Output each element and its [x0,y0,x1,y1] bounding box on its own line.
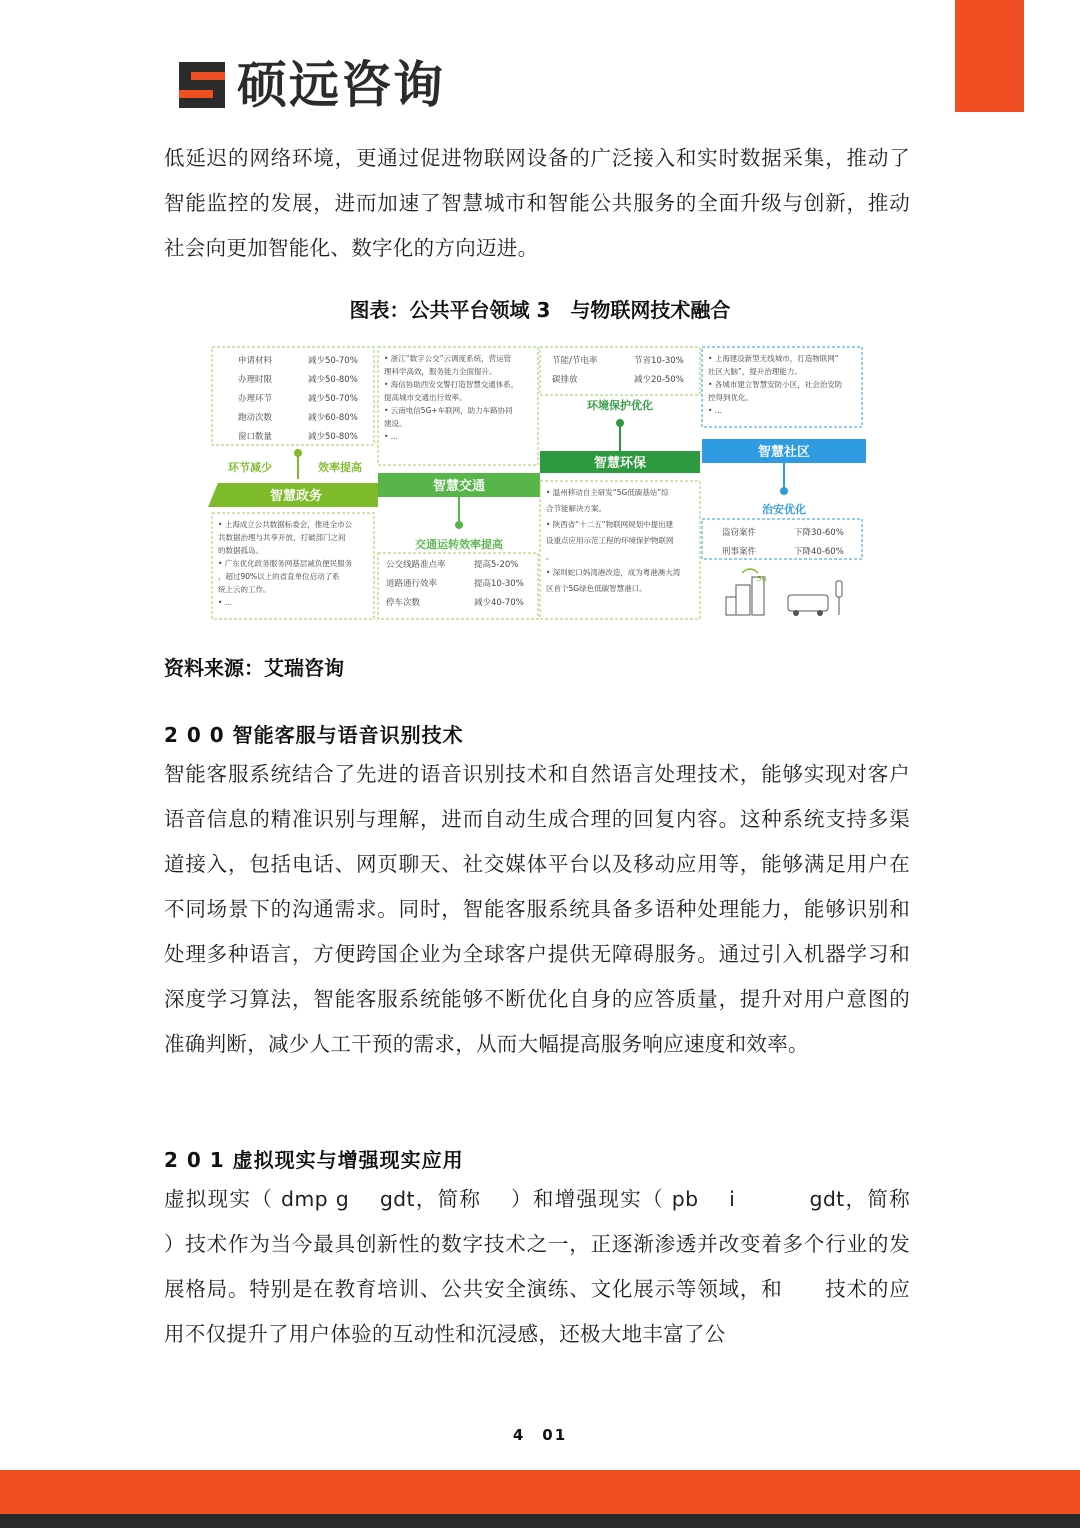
community-panel [702,347,866,616]
env-note: 。 [546,552,554,561]
heading-201: 2 0 1 虚拟现实与增强现实应用 [164,1148,464,1172]
gov-note: ，超过90%以上的省直单位启动了系 [218,572,340,581]
env-label: 智慧环保 [593,456,647,471]
gov-metric-value: 减少50-80% [308,375,358,385]
traffic-metric-key: 停车次数 [386,598,421,608]
page-number: 4 01 [512,1426,568,1444]
traffic-metric-value: 减少40-70% [474,598,524,608]
community-note: 社区大脑”，提升治理能力。 [708,367,802,376]
env-metric-key: 节能/节电率 [552,356,598,366]
env-panel [540,347,700,619]
section-200-block [164,752,910,1067]
gov-note: • 广东优化政务服务网基层减负便民服务 [218,559,353,568]
community-label: 智慧社区 [757,445,811,460]
env-note: 区首个5G绿色低碳智慧港口。 [546,584,647,593]
figure-source: 资料来源：艾瑞咨询 [164,656,344,680]
gov-metric-value: 减少50-70% [308,394,358,404]
env-note: • 温州移动自主研发“5G低碳基站”综 [546,488,669,497]
gov-note: 的数据孤岛。 [218,546,263,555]
env-note: 设重点应用示范工程的环境保护物联网 [546,536,674,545]
intro-paragraph: 低延迟的网络环境，更通过促进物联网设备的广泛接入和实时数据采集，推动了智能监控的发展，进而加速了智慧城市和智能公共服务的全面升级与创新，推动社会向更加智能化、数字化的方向迈进。 [164,146,910,260]
iot-fusion-figure [206,345,874,623]
traffic-metric-value: 提高10-30% [474,579,524,589]
env-note: • 陕西省“十二五”物联网规划中提出建 [546,520,674,529]
city-illustration-icon [726,569,842,616]
traffic-note: • 浙江“数字公交”云调度系统，营运管 [384,354,512,363]
community-note: • 各城市建立智慧安防小区，社会治安防 [708,380,843,389]
gov-label: 智慧政务 [269,489,323,504]
traffic-note: 建设。 [384,419,407,428]
community-note: • 上海建设新型无线城市，打造物联网“ [708,354,839,363]
gov-note: 统上云的工作。 [218,585,271,594]
gov-tag-left: 环节减少 [228,461,272,474]
traffic-metric-key: 公交线路准点率 [386,560,446,570]
traffic-note: 提高城市交通出行效率。 [384,393,467,402]
section-200-paragraph: 智能客服系统结合了先进的语音识别技术和自然语言处理技术，能够实现对客户语音信息的精准识别与理解，进而自动生成合理的回复内容。这种系统支持多渠道接入，包括电话、网页聊天、社交媒体平台以及移动应用等，能够满足用户在不同场景下的沟通需求。同时，智能客服系统具备多语种处理能力，能够识别和处理多种语言，方便跨国企业为全球客户提供无障碍服务。通过引入机器学习和深度学习算法，智能客服系统能够不断优化自身的应答质量，提升对用户意图的准确判断，减少人工干预的需求，从而大幅提高服务响应速度和效率。 [164,762,910,1056]
gov-metric-key: 申请材料 [238,356,273,366]
gov-metric-key: 办理环节 [238,394,273,404]
footer-dark-bar [0,1514,1080,1528]
community-metric-key: 盗窃案件 [722,528,757,538]
community-metric-value: 下降40-60% [794,547,844,557]
traffic-sub: 交通运转效率提高 [415,538,503,551]
community-metric-key: 刑事案件 [722,547,757,557]
section-201-block [164,1177,938,1357]
gov-metric-value: 减少50-70% [308,356,358,366]
brand-name: 硕远咨询 [237,56,445,114]
gov-metric-key: 窗口数量 [238,432,273,442]
section-201-paragraph: 虚拟现实（ dmp g gdt，简称 ）和增强现实（ pb i gdt，简称 ）技术作为当今最具创新性的数字技术之一，正逐渐渗透并改变着多个行业的发展格局。特别是在教育培训、公共安全演练、文化展示等领域，和 技术的应用不仅提升了用户体验的互动性和沉浸感，还极大地丰富了公 [164,1187,938,1346]
env-note: 合节能解决方案。 [546,504,606,513]
s-logo-icon [175,58,229,112]
traffic-note: • ... [384,432,398,441]
gov-panel [208,347,378,619]
env-metric-value: 节省10-30% [634,356,684,366]
traffic-label: 智慧交通 [432,479,486,494]
intro-block [164,136,910,271]
footer-accent-bar [0,1470,1080,1514]
community-sub: 治安优化 [762,503,806,516]
gov-metric-key: 办理时限 [238,375,273,385]
traffic-metric-value: 提高5-20% [474,560,519,570]
env-sub: 环境保护优化 [587,399,653,412]
gov-tag-right: 效率提高 [318,461,362,474]
traffic-panel [378,347,540,619]
community-badge: 5G [757,575,767,583]
community-note: 控得到优化。 [708,393,753,402]
gov-note: 共数据治理与共享开放，打破部门之间 [218,533,346,542]
heading-200: 2 0 0 智能客服与语音识别技术 [164,723,464,747]
env-metric-value: 减少20-50% [634,375,684,385]
gov-note: • ... [218,598,232,607]
figure-title: 图表：公共平台领域 3 与物联网技术融合 [349,298,731,322]
gov-note: • 上海成立公共数据标委会，推进全市公 [218,520,353,529]
community-note: • ... [708,406,722,415]
traffic-metric-key: 道路通行效率 [386,579,438,589]
env-metric-key: 碳排放 [552,375,578,385]
community-metric-value: 下降30-60% [794,528,844,538]
corner-accent-tab [955,0,1024,112]
traffic-note: • 云南电信5G+车联网，助力车路协同 [384,406,513,415]
brand-logo [175,58,445,112]
gov-metric-value: 减少60-80% [308,413,358,423]
traffic-note: • 海信协助西安交警打造智慧交通体系， [384,380,519,389]
traffic-note: 理科学高效，服务能力全面提升。 [384,367,497,376]
gov-metric-key: 跑动次数 [238,413,273,423]
env-note: • 深圳蛇口妈湾港改造，成为粤港澳大湾 [546,568,681,577]
gov-metric-value: 减少50-80% [308,432,358,442]
